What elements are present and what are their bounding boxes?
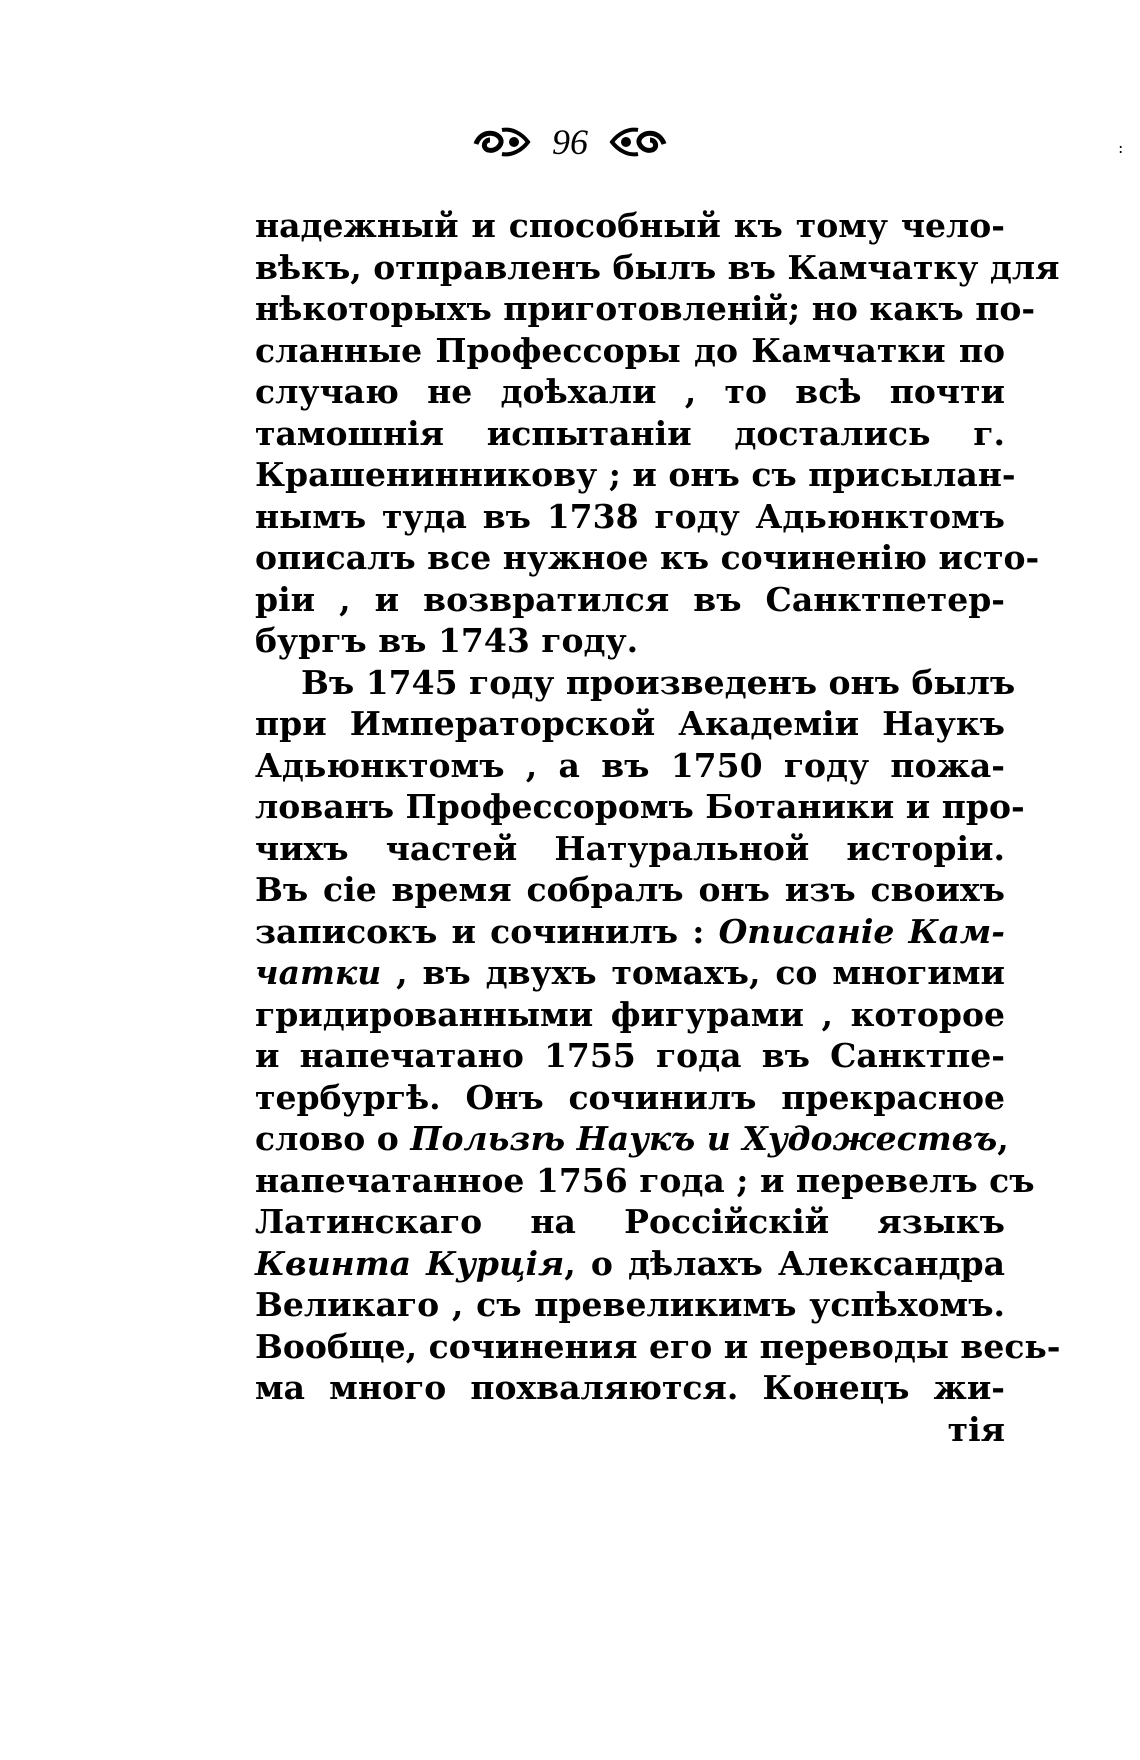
text-segment: , въ двухъ томахъ, со многими bbox=[381, 953, 1005, 992]
catchword: тія bbox=[947, 1409, 1005, 1449]
text-line bbox=[255, 1118, 1009, 1160]
text-segment: , bbox=[997, 1119, 1009, 1158]
left-ornament-icon bbox=[468, 122, 538, 162]
text-line: чихъ частей Натуральной исторіи. bbox=[255, 828, 1005, 868]
text-line: Крашенинникову ; и онъ съ присылан- bbox=[255, 455, 1016, 494]
margin-mark: : bbox=[1118, 138, 1124, 157]
text-segment: слово о bbox=[255, 1119, 411, 1158]
text-line bbox=[255, 952, 1005, 994]
text-line: и напечатано 1755 года въ Санктпе- bbox=[255, 1036, 1005, 1075]
text-line: Вообще, сочинения его и переводы весь- bbox=[255, 1326, 1061, 1366]
text-line: случаю не доѣхали , то всѣ почти bbox=[255, 372, 1005, 411]
text-line: сланные Профессоры до Камчатки по bbox=[255, 330, 1005, 370]
text-line: Латинскаго на Россійскій языкъ bbox=[255, 1202, 1005, 1241]
right-ornament-icon bbox=[602, 122, 672, 162]
text-line: Въ сіе время собралъ онъ изъ своихъ bbox=[255, 870, 1005, 909]
italic-title: Квинта Курція bbox=[255, 1243, 565, 1283]
page-number: 96 bbox=[552, 122, 588, 162]
text-line: ріи , и возвратился въ Санктпетер- bbox=[255, 579, 1005, 619]
text-line: гридированными фигурами , которое bbox=[255, 994, 1005, 1034]
text-line: нѣкоторыхъ приготовленій; но какъ по- bbox=[255, 289, 1036, 328]
text-line: Великаго , съ превеликимъ успѣхомъ. bbox=[255, 1285, 1005, 1324]
italic-title: Описаніе Кам- bbox=[718, 911, 1005, 951]
text-line: нымъ туда въ 1738 году Адьюнктомъ bbox=[255, 496, 1005, 536]
italic-title: Пользѣ Наукъ и Художествъ bbox=[410, 1119, 998, 1158]
text-line: напечатанное 1756 года ; и перевелъ съ bbox=[255, 1160, 1035, 1200]
text-line: Въ 1745 году произведенъ онъ былъ bbox=[301, 662, 1016, 702]
text-line bbox=[255, 1243, 1005, 1285]
text-line bbox=[255, 911, 1005, 953]
text-line: тербургѣ. Онъ сочинилъ прекрасное bbox=[255, 1077, 1005, 1117]
body-text bbox=[255, 205, 1061, 1450]
text-line: вѣкъ, отправленъ былъ въ Камчатку для bbox=[255, 247, 1060, 287]
italic-title: чатки bbox=[255, 953, 382, 992]
text-line: тамошнія испытаніи достались г. bbox=[255, 413, 1005, 453]
text-line: Адьюнктомъ , а въ 1750 году пожа- bbox=[255, 745, 1005, 785]
text-line: бургъ въ 1743 году. bbox=[255, 621, 639, 660]
text-segment: записокъ и сочинилъ : bbox=[255, 911, 719, 951]
text-segment: , о дѣлахъ Александра bbox=[564, 1243, 1006, 1283]
page-header bbox=[0, 112, 1140, 172]
text-line: описалъ все нужное къ сочиненію исто- bbox=[255, 538, 1040, 577]
text-line: лованъ Профессоромъ Ботаники и про- bbox=[255, 787, 1025, 826]
text-line: при Императорской Академіи Наукъ bbox=[255, 704, 1005, 743]
text-line: ма много похваляются. Конецъ жи- bbox=[255, 1368, 1005, 1407]
text-line: надежный и способный къ тому чело- bbox=[255, 206, 1005, 245]
